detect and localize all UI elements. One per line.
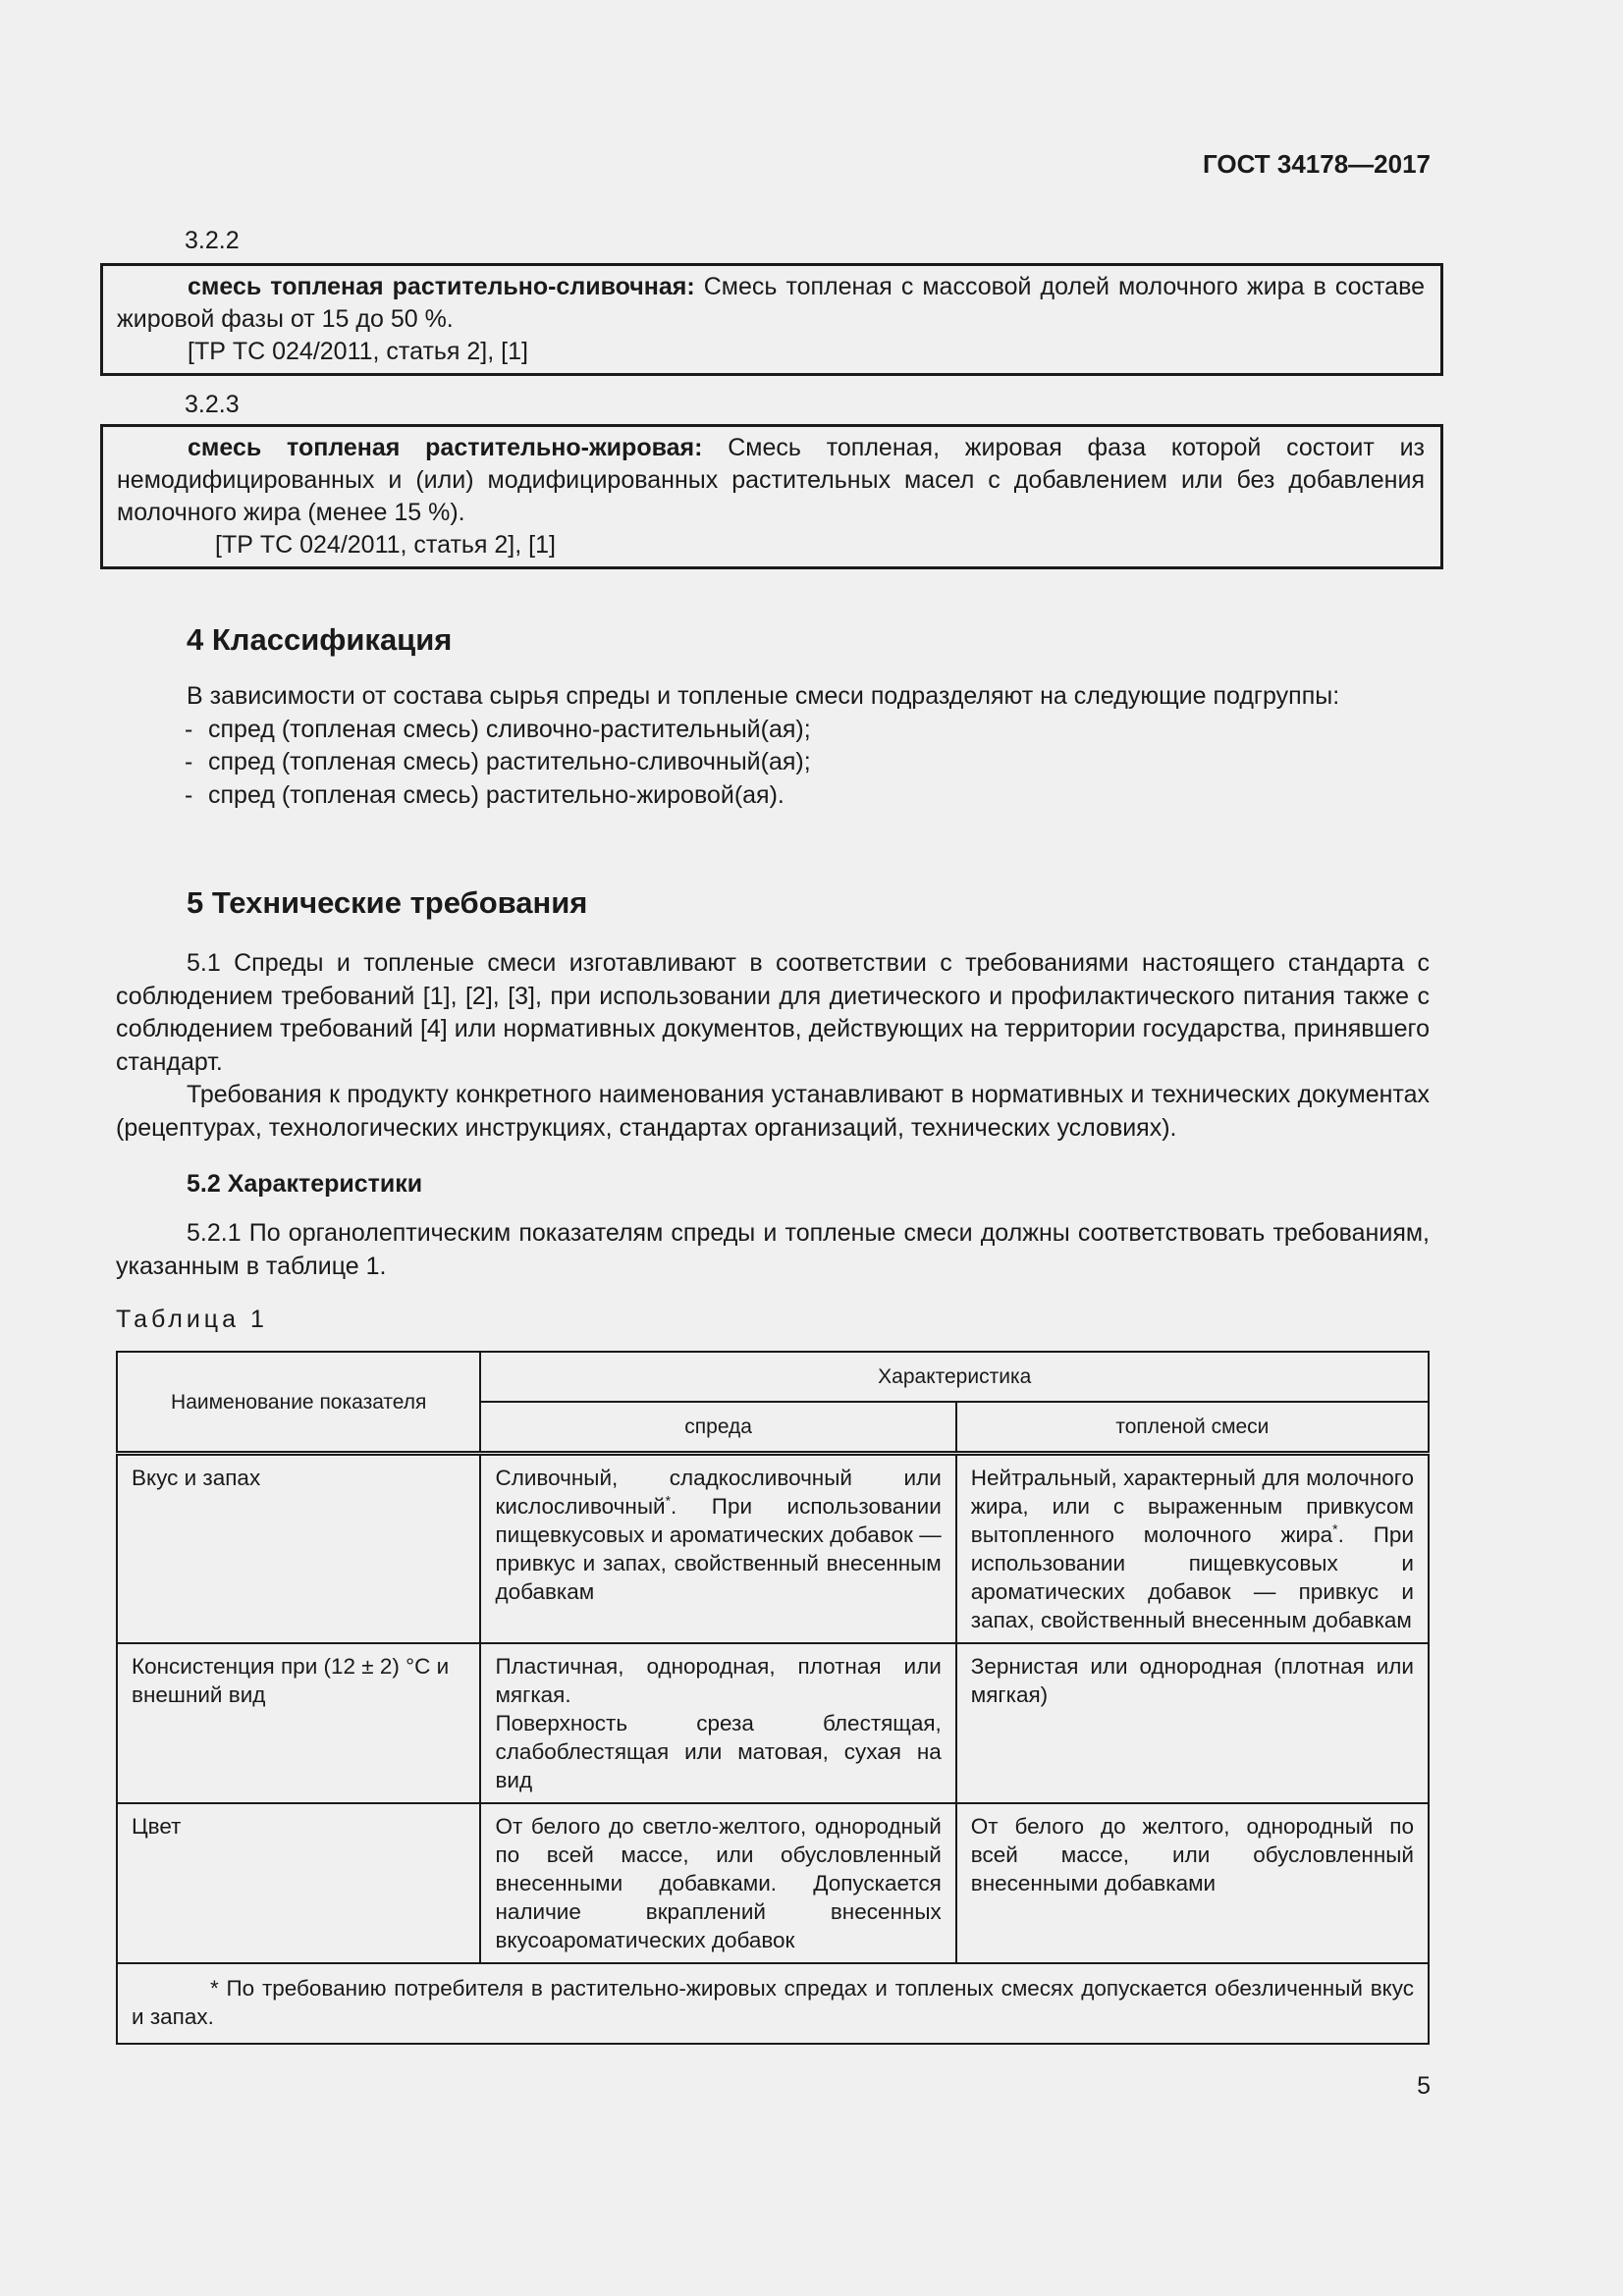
paragraph: Требования к продукту конкретного наименования устанавливают в нормативных и технических документах (рецептурах, технологических инструкциях, стандартах организаций, технических условиях). [116,1081,1430,1142]
section-title: 4 Классификация [187,622,453,657]
list-item: - спред (топленая смесь) растительно-сливочный(ая); [185,748,811,775]
table-footnote-row [117,1963,1429,2044]
document-code: ГОСТ 34178—2017 [1203,149,1431,179]
cell-mix: Нейтральный, характерный для молочного жира, или с выраженным привкусом вытопленного молочного жира*. При использовании пищевкусовых и ароматических добавок — привкус и запах, свойственный внесенным добавкам [956,1454,1429,1644]
term-source: [ТР ТС 024/2011, статья 2], [1] [215,531,556,559]
term-text: Смесь топленая с массовой долей молочного жира в составе жировой фазы от 15 до 50 %. [117,273,1425,333]
section-title: 5 Технические требования [187,885,588,920]
subsection-title: 5.2 Характеристики [187,1170,423,1198]
term-text: Смесь топленая, жировая фаза которой состоит из немодифицированных и (или) модифицированных растительных масел с добавлением или без добавления молочного жира (менее 15 %). [117,434,1425,526]
term-definition [117,432,1425,529]
term-box [100,424,1443,569]
section-4 [116,620,1430,660]
cell-indicator: Цвет [117,1803,480,1963]
table-1 [116,1351,1430,2045]
section-5 [116,883,1430,923]
section-5-body [116,947,1430,1145]
paragraph: 5.2.1 По органолептическим показателям спреды и топленые смеси должны соответствовать требованиям, указанным в таблице 1. [116,1219,1430,1280]
table-row [117,1454,1429,1644]
subsection-5-2 [116,1168,1430,1201]
term-number: 3.2.3 [185,391,240,418]
footnote-mark: * [665,1492,672,1509]
table-row [117,1643,1429,1803]
footnote-mark: * [1332,1521,1338,1537]
column-header-mix: топленой смеси [956,1402,1429,1454]
table-row [117,1803,1429,1963]
cell-indicator: Вкус и запах [117,1454,480,1644]
table-footnote: * По требованию потребителя в растительно-жировых спредах и топленых смесях допускается обезличенный вкус и запах. [117,1963,1429,2044]
cell-mix: От белого до желтого, однородный по всей массе, или обусловленный внесенными добавками [956,1803,1429,1963]
term-source: [ТР ТС 024/2011, статья 2], [1] [188,338,528,365]
column-header-spread: спреда [480,1402,955,1454]
table-caption: Таблица 1 [116,1306,268,1333]
term-box [100,263,1443,376]
column-header-name: Наименование показателя [117,1352,480,1454]
term-name: смесь топленая растительно-жировая: [188,434,703,461]
cell-spread: От белого до светло-желтого, однородный по всей массе, или обусловленный внесенными добавками. Допускается наличие вкраплений внесенных вкусоароматических добавок [480,1803,955,1963]
table-caption-wrap [116,1304,1430,1337]
cell-spread: Пластичная, однородная, плотная или мягкая. Поверхность среза блестящая, слабоблестящая или матовая, сухая на вид [480,1643,955,1803]
page-number: 5 [1417,2072,1431,2100]
term-number: 3.2.2 [185,227,240,254]
list-item: - спред (топленая смесь) растительно-жировой(ая). [185,780,784,809]
column-header-group: Характеристика [480,1352,1429,1402]
term-definition [117,271,1425,336]
cell-mix: Зернистая или однородная (плотная или мягкая) [956,1643,1429,1803]
section-4-body [116,680,1430,812]
paragraph: В зависимости от состава сырья спреды и топленые смеси подразделяют на следующие подгруппы: [187,682,1340,710]
subsection-5-2-body [116,1217,1430,1283]
term-name: смесь топленая растительно-сливочная: [188,273,695,300]
cell-indicator: Консистенция при (12 ± 2) °С и внешний вид [117,1643,480,1803]
list-item: - спред (топленая смесь) сливочно-растительный(ая); [185,715,811,743]
paragraph: 5.1 Спреды и топленые смеси изготавливают в соответствии с требованиями настоящего стандарта с соблюдением требований [1], [2], [3], при использовании для диетического и профилактического питания также с соблюдением требований [4] или нормативных документов, действующих на территории государства, принявшего стандарт. [116,949,1430,1076]
cell-spread: Сливочный, сладкосливочный или кислосливочный*. При использовании пищевкусовых и ароматических добавок — привкус и запах, свойственный внесенным добавкам [480,1454,955,1644]
